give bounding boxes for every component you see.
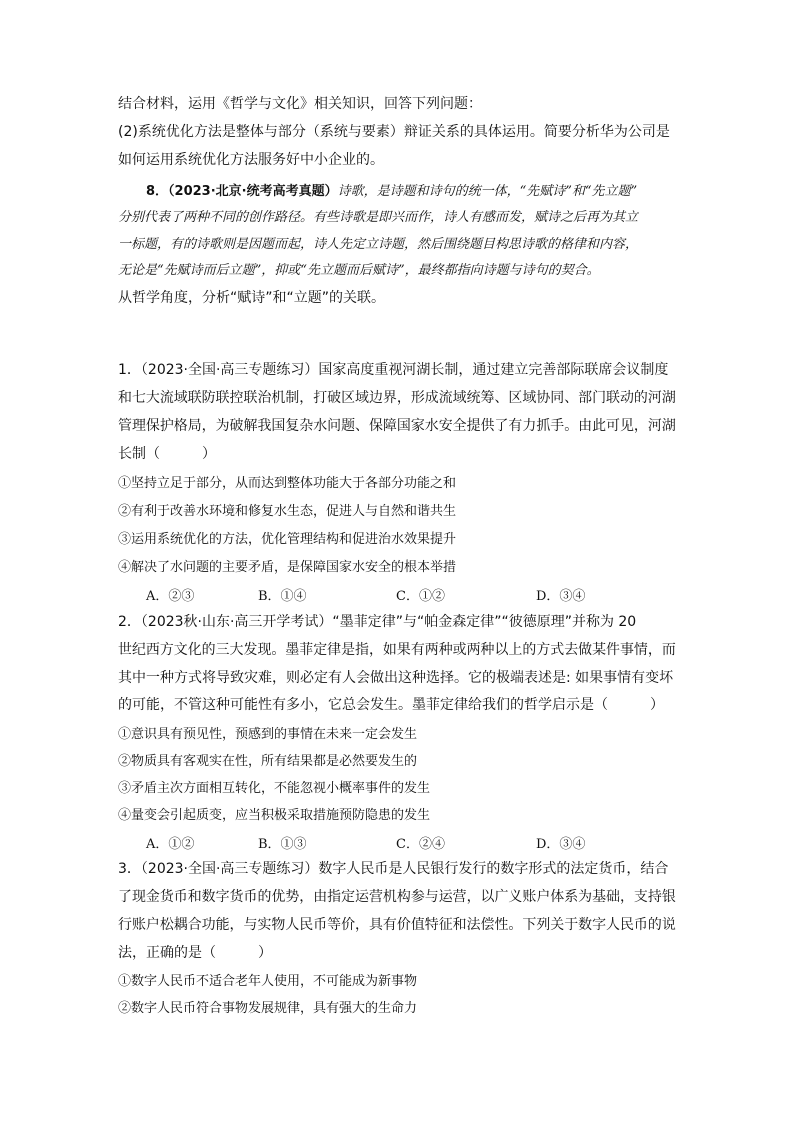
material-intro: 结合材料，运用《哲学与文化》相关知识，回答下列问题： [118,96,482,112]
mc3-stem-line-4: 法，正确的是（ ） [118,945,272,961]
mc1-choices [146,585,606,605]
mc1-choice-c[interactable]: C．①② [396,589,445,604]
mc3-stem-line-2: 了现金货币和数字货币的优势，由指定运营机构参与运营，以广义账户体系为基础，支持银 [118,889,676,905]
question-8-line-3: 一标题，有的诗歌则是因题而起，诗人先定立诗题，然后围绕题目构思诗歌的格律和内容， [118,237,639,252]
mc3-stem-line-1: 3．（2023·全国·高三专题练习）数字人民币是人民银行发行的数字形式的法定货币，结合 [118,861,669,877]
question-8-source-tag: 8．（2023·北京·统考高考真题） [146,184,338,199]
mc2-stem-line-2: 世纪西方文化的三大发现。墨菲定律是指，如果有两种或两种以上的方式去做某件事情，而 [118,642,676,658]
question-8-line-2: 分别代表了两种不同的创作路径。有些诗歌是即兴而作，诗人有感而发，赋诗之后再为其立 [118,210,639,225]
mc1-option-3: ③运用系统优化的方法，优化管理结构和促进治水效果提升 [118,532,457,547]
mc1-stem-line-2: 和七大流域联防联控联治机制，打破区域边界，形成流域统筹、区域协同、部门联动的河湖 [118,390,676,406]
question-2-line-2: 如何运用系统优化方法服务好中小企业的。 [118,152,384,168]
question-2-line-1: (2)系统优化方法是整体与部分（系统与要素）辩证关系的具体运用。简要分析华为公司是 [118,124,670,140]
mc1-stem-line-4: 长制（ ） [118,446,216,462]
mc2-choice-a[interactable]: A．①② [146,837,195,852]
mc2-option-3: ③矛盾主次方面相互转化，不能忽视小概率事件的发生 [118,781,431,796]
mc2-stem-line-4: 的可能，不管这种可能性有多小，它总会发生。墨菲定律给我们的哲学启示是（ ） [118,697,664,713]
question-8-line-4: 无论是“先赋诗而后立题”，抑或“先立题而后赋诗”，最终都指向诗题与诗句的契合。 [118,263,600,278]
mc2-option-1: ①意识具有预见性，预感到的事情在未来一定会发生 [118,727,418,742]
mc1-option-4: ④解决了水问题的主要矛盾，是保障国家水安全的根本举措 [118,560,457,575]
question-8-text: 诗歌，是诗题和诗句的统一体，“先赋诗”和“先立题” [337,184,638,199]
mc1-option-2: ②有利于改善水环境和修复水生态，促进人与自然和谐共生 [118,504,457,519]
mc2-stem-line-3: 其中一种方式将导致灾难，则必定有人会做出这种选择。它的极端表述是: 如果事情有变坏 [118,670,674,686]
question-8-line-1 [146,181,637,202]
mc3-option-1: ①数字人民币不适合老年人使用，不可能成为新事物 [118,974,418,989]
mc3-option-2: ②数字人民币符合事物发展规律，具有强大的生命力 [118,1001,418,1016]
mc1-choice-a[interactable]: A．②③ [146,589,195,604]
mc2-choice-c[interactable]: C．②④ [396,837,445,852]
mc1-option-1: ①坚持立足于部分，从而达到整体功能大于各部分功能之和 [118,476,457,491]
mc1-stem-line-1: 1．（2023·全国·高三专题练习）国家高度重视河湖长制，通过建立完善部际联席会议制度 [118,362,669,378]
mc2-choice-d[interactable]: D．③④ [536,837,586,852]
mc1-choice-b[interactable]: B．①④ [258,589,307,604]
mc2-choice-b[interactable]: B．①③ [258,837,307,852]
mc2-option-4: ④量变会引起质变，应当积极采取措施预防隐患的发生 [118,808,431,823]
mc1-stem-line-3: 管理保护格局，为破解我国复杂水问题、保障国家水安全提供了有力抓手。由此可见，河湖 [118,418,676,434]
mc2-option-2: ②物质具有客观实在性，所有结果都是必然要发生的 [118,754,418,769]
mc3-stem-line-3: 行账户松耦合功能，与实物人民币等价，具有价值特征和法偿性。下列关于数字人民币的说 [118,917,676,933]
mc2-stem-line-1: 2．（2023秋·山东·高三开学考试）“墨菲定律”与“帕金森定律”“彼德原理”并称为 20 [118,614,637,630]
mc2-choices [146,833,606,853]
mc1-choice-d[interactable]: D．③④ [536,589,586,604]
question-8-prompt: 从哲学角度，分析“赋诗”和“立题”的关联。 [118,290,386,306]
